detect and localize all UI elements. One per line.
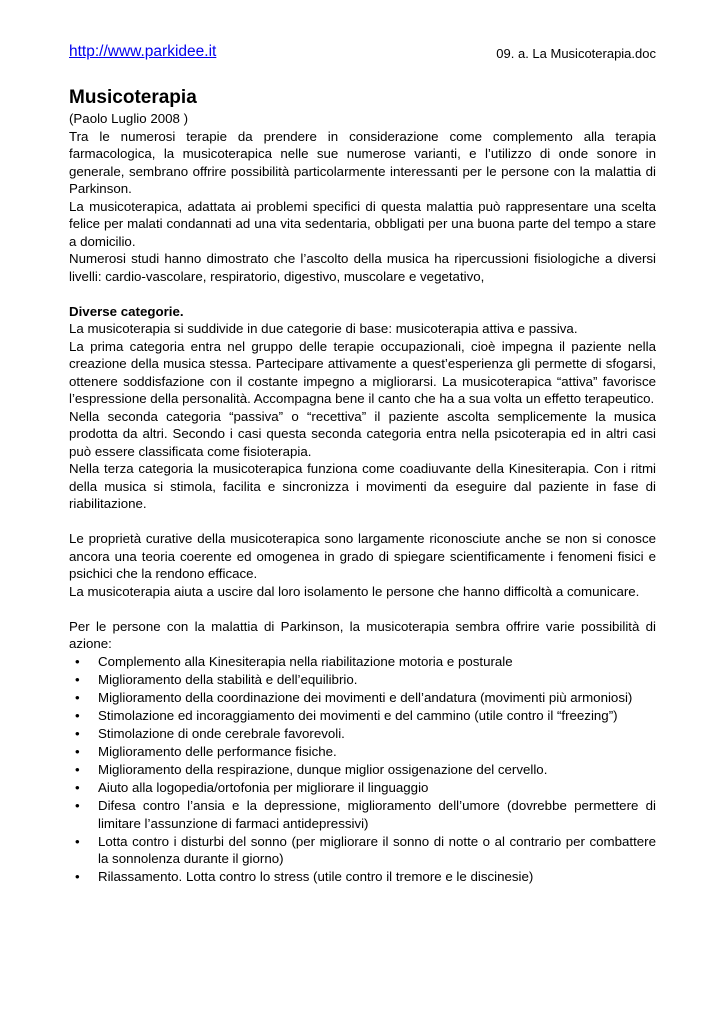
website-link[interactable]: http://www.parkidee.it: [69, 43, 217, 60]
list-item-text: Lotta contro i disturbi del sonno (per migliorare il sonno di notte o al contrario per combattere la sonnolenza durante il giorno): [98, 833, 656, 867]
list-item-text: Miglioramento della respirazione, dunque miglior ossigenazione del cervello.: [98, 762, 548, 778]
bullet-icon: •: [75, 689, 80, 705]
document-title: Musicoterapia: [69, 87, 197, 108]
list-item-text: Complemento alla Kinesiterapia nella riabilitazione motoria e posturale: [98, 653, 513, 669]
list-item: [69, 868, 656, 886]
section-heading: Diverse categorie.: [69, 303, 184, 319]
intro-paragraph: Tra le numerosi terapie da prendere in considerazione come complemento alla terapia farmacologica, la musicoterapica nelle sue numerose varianti, e l’utilizzo di onde sonore in generale, sembrano offrire possibilità particolarmente interessanti per le persone con la malattia di Parkinson.: [69, 128, 656, 196]
list-item-text: Miglioramento delle performance fisiche.: [98, 743, 337, 759]
properties-paragraph: La musicoterapia aiuta a uscire dal loro isolamento le persone che hanno difficoltà a comunicare.: [69, 583, 640, 599]
bullet-icon: •: [75, 725, 80, 741]
actions-list: [69, 653, 656, 886]
list-item: [69, 761, 656, 779]
bullet-icon: •: [75, 707, 80, 723]
bullet-icon: •: [75, 798, 80, 814]
list-item: [69, 689, 656, 707]
category-paragraph: La musicoterapia si suddivide in due categorie di base: musicoterapia attiva e passiva.: [69, 321, 578, 336]
list-item: [69, 725, 656, 743]
list-item: [69, 833, 656, 868]
list-item: [69, 707, 656, 725]
bullet-icon: •: [75, 780, 80, 796]
list-item-text: Stimolazione ed incoraggiamento dei movimenti e del cammino (utile contro il “freezing”): [98, 707, 618, 723]
list-item-text: Rilassamento. Lotta contro lo stress (utile contro il tremore e le discinesie): [98, 869, 534, 885]
list-item-text: Difesa contro l’ansia e la depressione, miglioramento dell’umore (dovrebbe permettere di limitare l’assunzione di farmaci antidepressivi): [98, 798, 656, 831]
bullet-icon: •: [75, 762, 80, 778]
list-item-text: Miglioramento della coordinazione dei movimenti e dell’andatura (movimenti più armoniosi): [98, 689, 633, 705]
bullet-icon: •: [75, 743, 80, 759]
list-item: [69, 653, 656, 671]
bullet-icon: •: [75, 869, 80, 885]
category-paragraph: Nella terza categoria la musicoterapica funziona come coadiuvante della Kinesiterapia. Con i ritmi della musica si stimola, facilita e sincronizza i movimenti da eseguire dal paziente in fase di riabilitazione.: [69, 461, 656, 511]
list-item-text: Aiuto alla logopedia/ortofonia per migliorare il linguaggio: [98, 780, 429, 796]
list-item: [69, 797, 656, 832]
intro-paragraph: La musicoterapica, adattata ai problemi specifici di questa malattia può rappresentare una scelta felice per malati condannati ad una vita sedentaria, obbligati per una buona parte del tempo a stare a domicilio.: [69, 198, 656, 249]
bullet-icon: •: [75, 833, 80, 849]
list-item: [69, 743, 656, 761]
category-paragraph: La prima categoria entra nel gruppo delle terapie occupazionali, cioè impegna il paziente nella creazione della musica stessa. Partecipare attivamente a quest’esperienza gli permette di sfogarsi, ottenere soddisfazione con il costante impegno a migliorarsi. La musicoterapica “attiva” favorisce l’espressione della personalità. Accompagna bene il canto che ha a sua volta un effetto terapeutico.: [69, 338, 656, 406]
list-item-text: Miglioramento della stabilità e dell’equilibrio.: [98, 671, 358, 687]
list-item: [69, 671, 656, 689]
actions-intro: Per le persone con la malattia di Parkinson, la musicoterapia sembra offrire varie possibilità di azione:: [69, 618, 656, 651]
author-line: (Paolo Luglio 2008 ): [69, 111, 189, 126]
document-body: [69, 86, 656, 887]
document-filename: 09. a. La Musicoterapia.doc: [496, 46, 656, 61]
bullet-icon: •: [75, 653, 80, 669]
properties-paragraph: Le proprietà curative della musicoterapica sono largamente riconosciute anche se non si conosce ancora una teoria coerente ed omogenea in grado di spiegare scientificamente i fenomeni fisici e psichici che la rendono efficace.: [69, 531, 656, 581]
list-item: [69, 779, 656, 797]
bullet-icon: •: [75, 671, 80, 687]
page-header: [69, 43, 656, 65]
intro-paragraph: Numerosi studi hanno dimostrato che l’ascolto della musica ha ripercussioni fisiologiche a diversi livelli: cardio-vascolare, respiratorio, digestivo, muscolare e vegetativo,: [69, 251, 656, 284]
category-paragraph: Nella seconda categoria “passiva” o “recettiva” il paziente ascolta semplicemente la musica prodotta da altri. Secondo i casi questa seconda categoria entra nella psicoterapia ed in altri casi può essere classificata come fisioterapia.: [69, 408, 656, 459]
list-item-text: Stimolazione di onde cerebrale favorevoli.: [98, 725, 345, 741]
